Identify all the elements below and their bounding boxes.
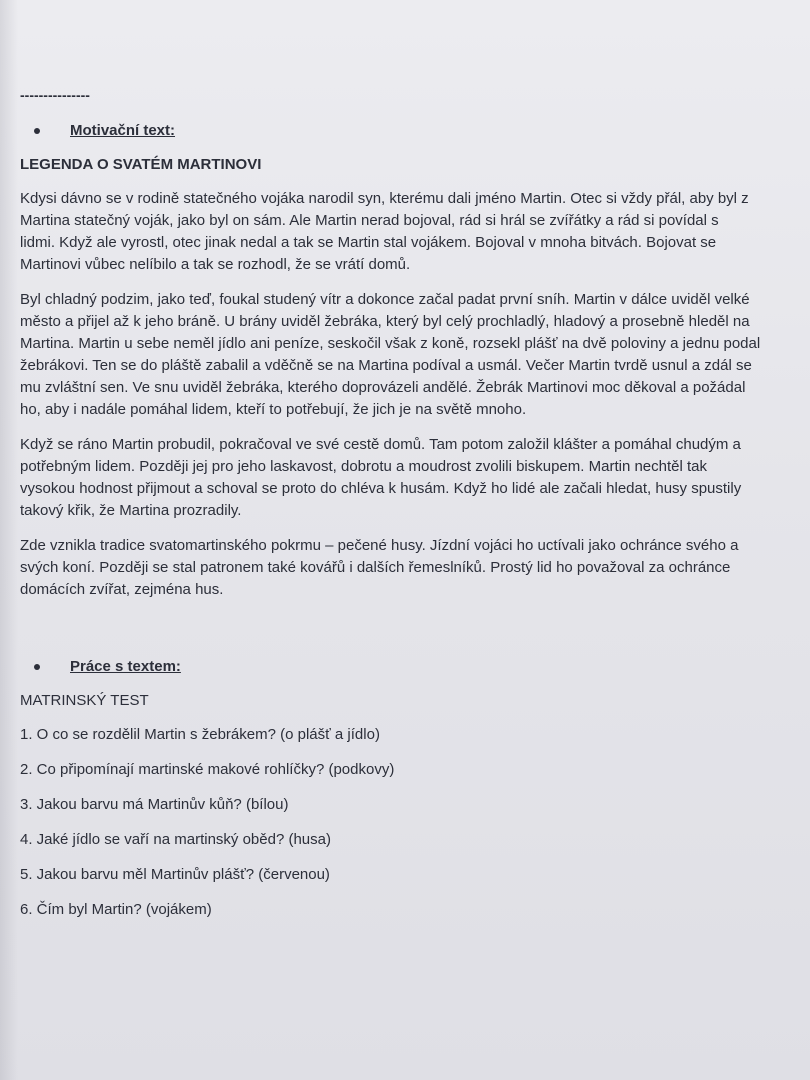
paragraph-line: žebrákovi. Ten se do pláště zabalil a vděčně se na Martina podíval a usmál. Večer Martin tvrdě usnul a zdál se (20, 357, 752, 374)
paragraph-line: Martinovi vůbec nelíbilo a tak se rozhodl, že se vrátí domů. (20, 256, 411, 273)
bullet-icon (34, 664, 40, 670)
question-item: 2. Co připomínají martinské makové rohlíčky? (podkovy) (20, 761, 395, 778)
section-spacer (20, 614, 792, 656)
separator-line: --------------- (20, 87, 90, 103)
paragraph-line: město a přijel až k jeho bráně. U brány uviděl žebráka, který byl celý prochladlý, hladový a prosebně hleděl na (20, 313, 750, 330)
paragraph-line: Když se ráno Martin probudil, pokračoval ve své cestě domů. Tam potom založil klášter a pomáhal chudým a (20, 436, 741, 453)
paper-edge-shadow (0, 0, 18, 1080)
paragraph-line: domácích zvířat, zejména hus. (20, 581, 224, 598)
question-item: 3. Jakou barvu má Martinův kůň? (bílou) (20, 796, 289, 813)
paragraph-line: lidmi. Když ale vyrostl, otec jinak nedal a tak se Martin stal vojákem. Bojoval v mnoha bitvách. Bojovat se (20, 234, 717, 251)
paragraph-line: takový křik, že Martina prozradily. (20, 502, 242, 519)
paragraph-4 (20, 535, 792, 601)
document-content (20, 88, 792, 934)
paragraph-3 (20, 434, 792, 522)
paragraph-line: vysokou hodnost přijmout a schoval se proto do chléva k husám. Když ho lidé ale začali hledat, husy spustily (20, 480, 742, 497)
question-item: 6. Čím byl Martin? (vojákem) (20, 901, 212, 918)
paragraph-line: Kdysi dávno se v rodině statečného vojáka narodil syn, kterému dali jméno Martin. Otec si vždy přál, aby byl z (20, 190, 749, 207)
paragraph-line: Martina statečný voják, jako byl on sám. Ale Martin nerad bojoval, rád si hrál se zvířátky a rád si povídal s (20, 212, 719, 229)
paragraph-line: potřebným lidem. Později jej pro jeho laskavost, dobrotu a moudrost zvolili biskupem. Martin nechtěl tak (20, 458, 707, 475)
paragraph-1 (20, 188, 792, 276)
paragraph-line: svých koní. Později se stal patronem také kovářů i dalších řemeslníků. Prostý lid ho považoval za ochránce (20, 559, 731, 576)
question-item: 4. Jaké jídlo se vaří na martinský oběd? (husa) (20, 831, 331, 848)
paragraph-2 (20, 289, 792, 421)
question-item: 5. Jakou barvu měl Martinův plášť? (červenou) (20, 866, 330, 883)
question-item: 1. O co se rozdělil Martin s žebrákem? (o plášť a jídlo) (20, 726, 380, 743)
bullet-label: Motivační text: (70, 122, 176, 139)
bullet-motivational-text (34, 120, 792, 142)
paragraph-line: mu zvláštní sen. Ve snu uviděl žebráka, kterého doprovázeli andělé. Žebrák Martinovi moc děkoval a požádal (20, 379, 746, 396)
legend-title: LEGENDA O SVATÉM MARTINOVI (20, 156, 262, 173)
bullet-icon (34, 128, 40, 134)
test-title: MATRINSKÝ TEST (20, 692, 149, 709)
paragraph-line: Martina. Martin u sebe neměl jídlo ani peníze, seskočil však z koně, rozsekl plášť na dvě poloviny a jednu podal (20, 335, 761, 352)
paragraph-line: Zde vznikla tradice svatomartinského pokrmu – pečené husy. Jízdní vojáci ho uctívali jako ochránce svého a (20, 537, 739, 554)
bullet-work-with-text (34, 656, 792, 678)
bullet-label: Práce s textem: (70, 658, 181, 675)
paragraph-line: Byl chladný podzim, jako teď, foukal studený vítr a dokonce začal padat první sníh. Martin v dálce uviděl velké (20, 291, 750, 308)
paragraph-line: ho, aby i nadále pomáhal lidem, kteří to potřebují, že jich je na světě mnoho. (20, 401, 527, 418)
